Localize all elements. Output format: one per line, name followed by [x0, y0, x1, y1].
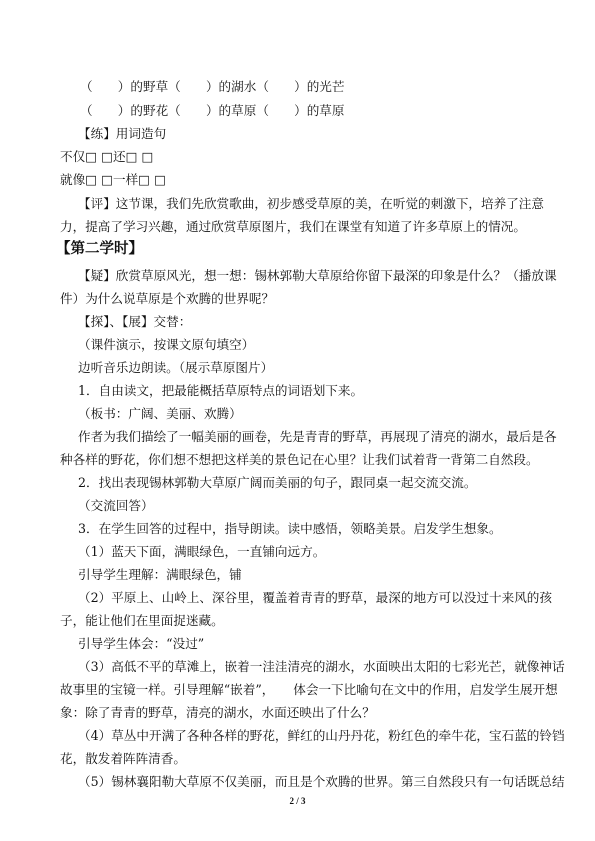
body-line: 象：除了青青的野草，清亮的湖水，水面还映出了什么？ — [60, 705, 375, 720]
body-line: （3）高低不平的草滩上，嵌着一洼洼清亮的湖水，水面映出太阳的七彩光芒，就像神话 — [78, 659, 565, 674]
review-text: 力，提高了学习兴趣，通过欣赏草原图片，我们在课堂有知道了许多草原上的情况。 — [60, 219, 526, 234]
body-line: （2）平原上、山岭上、深谷里，覆盖着青青的野草，最深的地方可以没过十来风的孩 — [78, 590, 552, 605]
body-line: 【探】、【展】交替： — [78, 314, 192, 329]
body-line: 1．自由读文，把最能概括草原特点的词语划下来。 — [78, 383, 364, 398]
practice-label: 【练】用词造句 — [78, 126, 167, 141]
body-line: （1）蓝天下面，满眼绿色，一直铺向远方。 — [78, 544, 326, 559]
section-title: 【第二学时】 — [56, 240, 143, 257]
body-line: 【疑】欣赏草原风光，想一想：锡林郭勒大草原给你留下最深的印象是什么？（播放课 — [78, 268, 557, 283]
practice-item: 就像□ □一样□ □ — [60, 172, 166, 187]
body-line: 引导学生体会：“没过” — [78, 636, 205, 651]
body-line: 引导学生理解：满眼绿色，铺 — [78, 567, 242, 582]
body-line: 子，能让他们在里面捉迷藏。 — [60, 613, 224, 628]
body-line: 作者为我们描绘了一幅美丽的画卷，先是青青的野草，再展现了清亮的湖水，最后是各 — [78, 429, 557, 444]
body-line: （板书：广阔、美丽、欢腾） — [78, 406, 242, 421]
body-line: 2．找出表现锡林郭勒大草原广阔而美丽的句子，跟同桌一起交流交流。 — [78, 475, 477, 490]
body-line: 种各样的野花，你们想不想把这样美的景色记在心里？让我们试着背一背第二自然段。 — [60, 452, 539, 467]
body-line: 花，散发着阵阵清香。 — [60, 751, 186, 766]
body-line: 件）为什么说草原是个欢腾的世界呢？ — [60, 291, 275, 306]
body-line: （交流回答） — [78, 498, 154, 513]
body-line: 边听音乐边朗读。（展示草原图片） — [78, 360, 274, 375]
body-line: 故事里的宝镜一样。引导理解“嵌着”， 体会一下比喻句在文中的作用，启发学生展开想 — [60, 682, 558, 697]
body-line: （4）草丛中开满了各种各样的野花，鲜红的山丹丹花，粉红色的牵牛花，宝石蓝的铃铛 — [78, 728, 565, 743]
fill-blank-row: （ ）的野花（ ）的草原（ ）的草原 — [80, 103, 345, 118]
review-text: 【评】这节课，我们先欣赏歌曲，初步感受草原的美，在听觉的刺激下，培养了注意 — [78, 196, 544, 211]
page-number: 2 / 3 — [289, 796, 306, 806]
body-line: （课件演示，按课文原句填空） — [78, 337, 255, 352]
fill-blank-row: （ ）的野草（ ）的湖水（ ）的光芒 — [80, 79, 345, 94]
practice-item: 不仅□ □还□ □ — [60, 149, 154, 164]
body-line: 3．在学生回答的过程中，指导朗读。读中感悟，领略美景。启发学生想象。 — [78, 521, 502, 536]
body-line: （5）锡林襄阳勒大草原不仅美丽，而且是个欢腾的世界。第三自然段只有一句话既总结 — [78, 774, 565, 789]
